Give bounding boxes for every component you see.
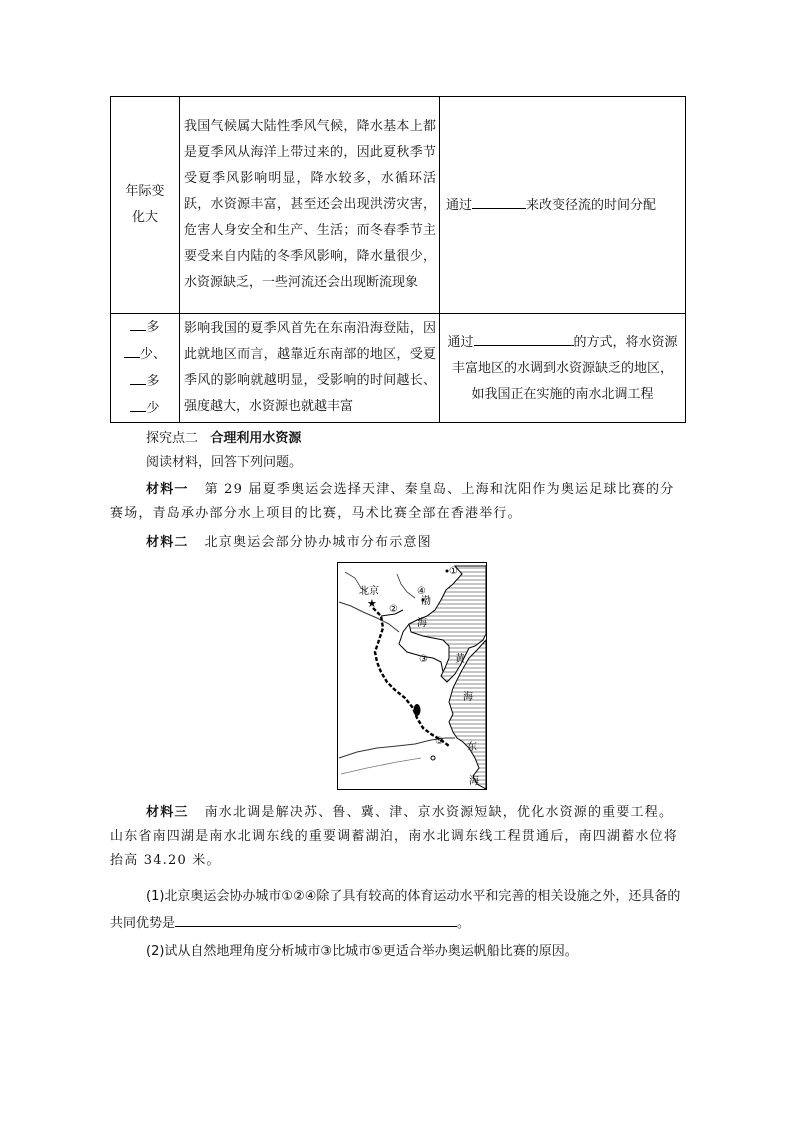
measure-text-before: 通过 [446, 197, 473, 213]
table-cell-measure [440, 314, 686, 423]
material-label: 材料三 [146, 805, 189, 820]
material-1 [110, 478, 686, 526]
feature-label: 年际变化大 [125, 184, 165, 225]
feature-label: 少 [146, 401, 160, 416]
feature-line [111, 368, 179, 395]
reason-text: 影响我国的夏季风首先在东南沿海登陆，因此就地区而言，越靠近东南部的地区，受夏季风的影响就越明显，受影响的时间越长、强度越大，水资源也就越丰富 [184, 321, 436, 414]
label-donghai: 东 [467, 742, 477, 753]
table-cell-reason [180, 97, 440, 314]
table-cell-feature [111, 97, 180, 314]
city-marker-5: ⑤ [435, 736, 444, 747]
feature-line [111, 341, 179, 368]
feature-label: 多 [146, 374, 160, 389]
section-heading: 合理利用水资源 [210, 431, 302, 446]
question-2: (2)试从自然地理角度分析城市③比城市⑤更适合举办奥运帆船比赛的原因。 [146, 944, 578, 959]
answer-blank[interactable] [130, 395, 146, 412]
water-resource-table [110, 96, 686, 423]
feature-line [111, 395, 179, 422]
feature-line [111, 314, 179, 341]
answer-blank[interactable] [472, 192, 526, 209]
section-number: 探究点二 [146, 431, 199, 446]
capital-star-icon: ★ [367, 597, 377, 610]
section-title [110, 427, 686, 451]
answer-blank[interactable] [130, 314, 146, 331]
instruction: 阅读材料，回答下列问题。 [146, 455, 303, 470]
answer-blank[interactable] [474, 329, 574, 346]
city-marker-1: ① [449, 566, 458, 577]
material-text: 北京奥运会部分协办城市分布示意图 [204, 535, 432, 550]
table-row [111, 314, 686, 423]
city-dot [446, 570, 449, 573]
answer-blank[interactable] [175, 910, 457, 927]
label-huanghai: 海 [463, 692, 473, 703]
material-label: 材料一 [146, 482, 189, 497]
reason-text: 我国气候属大陆性季风气候，降水基本上都是夏季风从海洋上带过来的，因此夏秋季节受夏季风影响明显，降水较多，水循环活跃，水资源丰富，甚至还会出现洪涝灾害，危害人身安全和生产、生活；而冬春季节主要受来自内陆的冬季风影响，降水量很少，水资源缺乏，一些河流还会出现断流现象 [184, 119, 436, 290]
material-2 [110, 531, 686, 555]
table-row [111, 97, 686, 314]
measure-text-after: 的方式，将水资源丰富地区的水调到水资源缺乏的地区，如我国正在实施的南水北调工程 [451, 334, 678, 402]
table-cell-feature [111, 314, 180, 423]
city-marker-2: ② [389, 604, 398, 615]
question-text: (1)北京奥运会协办城市①②④除了具有较高的体育运动水平和完善的相关设施之外，还具备的共同优势是 [110, 889, 681, 931]
nansi-lake [414, 704, 421, 716]
table-cell-reason [180, 314, 440, 423]
label-bohai: 海 [417, 618, 427, 629]
host-cities-map [337, 562, 487, 790]
feature-label: 少、 [139, 347, 166, 362]
answer-blank[interactable] [130, 368, 146, 385]
material-text: 第 29 届夏季奥运会选择天津、秦皇岛、上海和沈阳作为奥运足球比赛的分赛场，青岛承办部分水上项目的比赛，马术比赛全部在香港举行。 [110, 482, 675, 521]
table-cell-measure [440, 97, 686, 314]
question-1 [110, 884, 686, 937]
label-beijing: 北京 [359, 586, 379, 597]
question-text: 。 [457, 916, 471, 931]
material-3 [110, 801, 686, 873]
label-huanghai: 黄 [455, 654, 465, 665]
feature-label: 多 [146, 320, 160, 335]
measure-text-before: 通过 [447, 334, 474, 350]
material-label: 材料二 [146, 535, 189, 550]
city-marker-4: ④ [417, 586, 426, 597]
city-marker-3: ③ [419, 654, 428, 665]
label-donghai: 海 [469, 776, 479, 787]
label-bohai: 渤 [421, 596, 431, 607]
answer-blank[interactable] [124, 341, 140, 358]
measure-text-after: 来改变径流的时间分配 [526, 197, 657, 213]
material-text: 南水北调是解决苏、鲁、冀、津、京水资源短缺，优化水资源的重要工程。山东省南四湖是南水北调东线的重要调蓄湖泊，南水北调东线工程贯通后，南四湖蓄水位将抬高 34.20 米。 [110, 805, 679, 868]
